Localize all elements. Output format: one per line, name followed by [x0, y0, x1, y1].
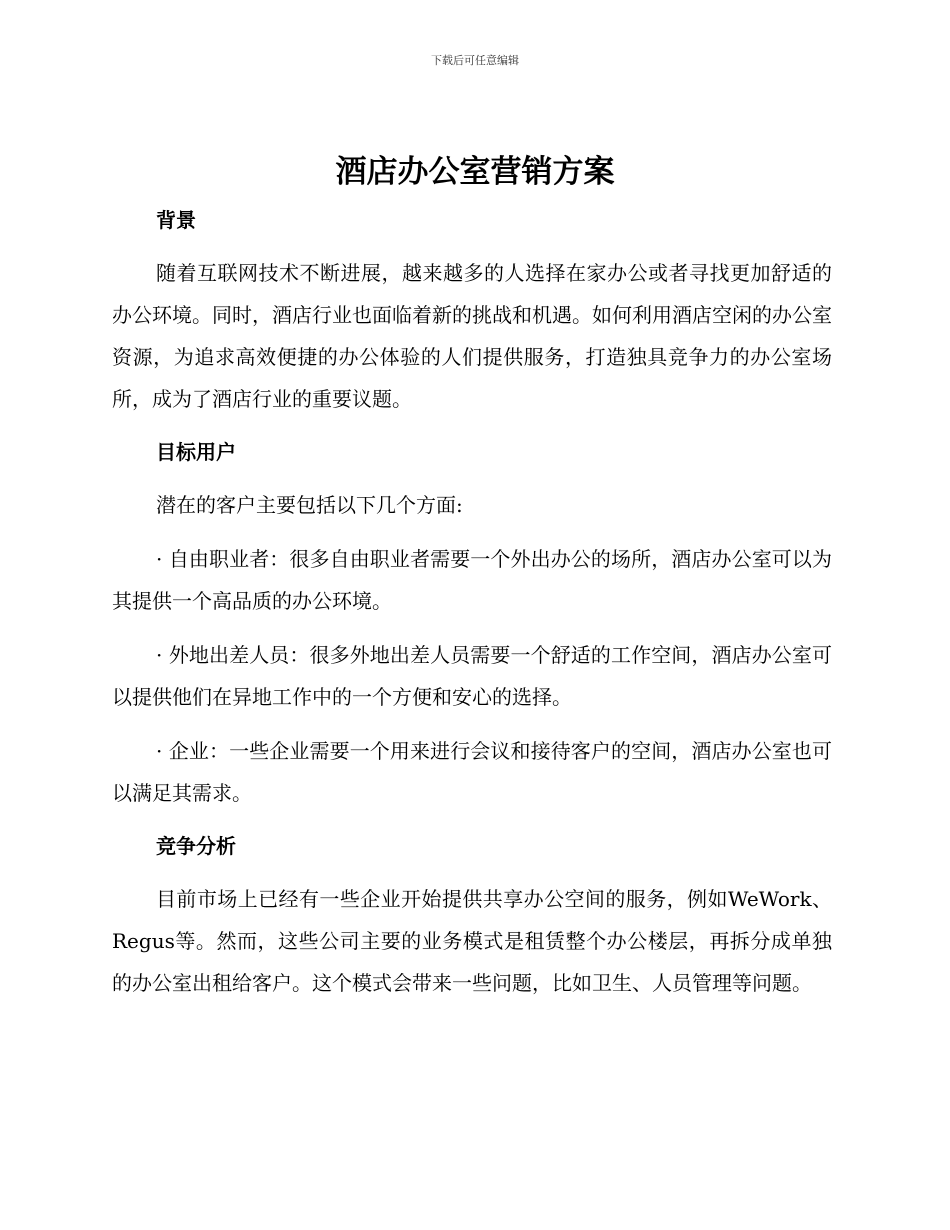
list-item-business-travelers: · 外地出差人员：很多外地出差人员需要一个舒适的工作空间，酒店办公室可以提供他们在异地工作中的一个方便和安心的选择。	[112, 643, 832, 709]
paragraph-background: 随着互联网技术不断进展，越来越多的人选择在家办公或者寻找更加舒适的办公环境。同时，酒店行业也面临着新的挑战和机遇。如何利用酒店空闲的办公室资源，为追求高效便捷的办公体验的人们提供服务，打造独具竞争力的办公室场所，成为了酒店行业的重要议题。	[112, 261, 832, 411]
list-item-enterprises: · 企业：一些企业需要一个用来进行会议和接待客户的空间，酒店办公室也可以满足其需求。	[112, 739, 832, 805]
section-heading-background: 背景	[156, 208, 196, 232]
section-heading-target-users: 目标用户	[156, 440, 236, 464]
document-body	[112, 200, 832, 1004]
list-item-freelancers: · 自由职业者：很多自由职业者需要一个外出办公的场所，酒店办公室可以为其提供一个高品质的办公环境。	[112, 547, 832, 613]
header-note: 下载后可任意编辑	[431, 54, 519, 67]
paragraph-target-users-intro: 潜在的客户主要包括以下几个方面:	[156, 493, 463, 517]
document-title: 酒店办公室营销方案	[335, 154, 615, 190]
paragraph-competition: 目前市场上已经有一些企业开始提供共享办公空间的服务，例如WeWork、Regus等。然而，这些公司主要的业务模式是租赁整个办公楼层，再拆分成单独的办公室出租给客户。这个模式会带来一些问题，比如卫生、人员管理等问题。	[112, 887, 832, 995]
section-heading-competition: 竞争分析	[156, 834, 236, 858]
